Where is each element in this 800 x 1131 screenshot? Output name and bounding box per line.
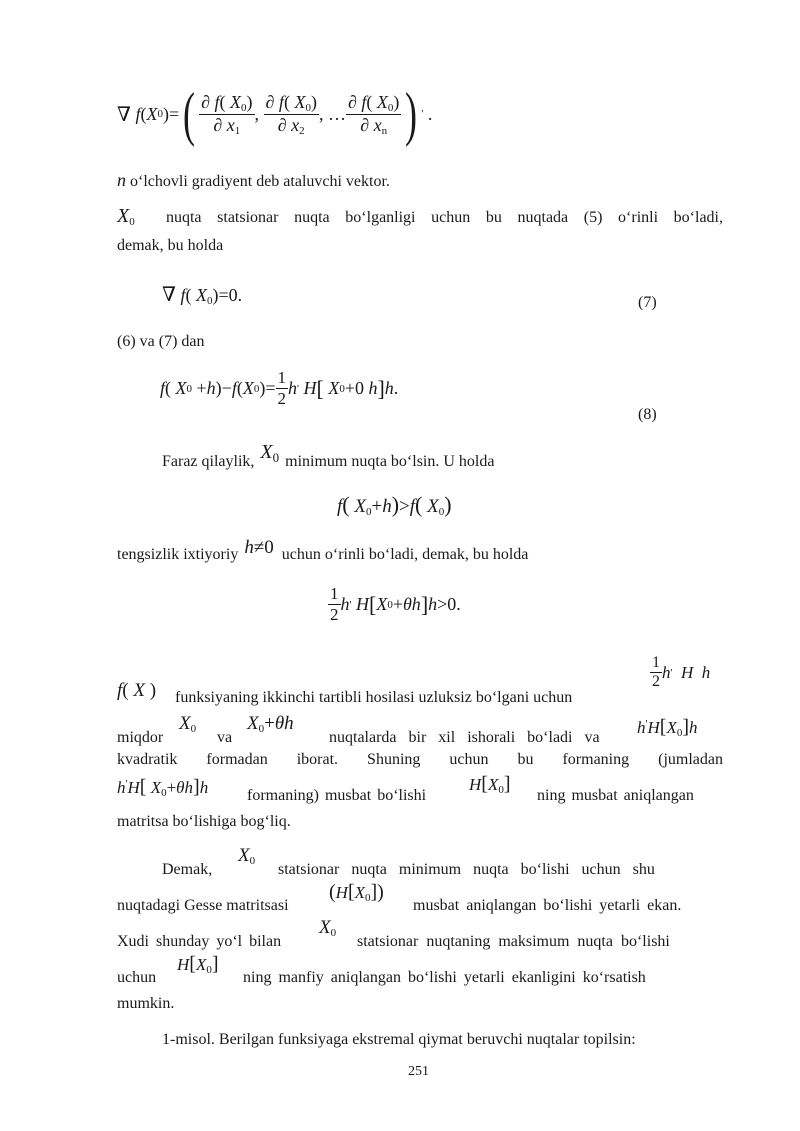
n-symbol: n [117,170,126,190]
faraz-text-b: minimum nuqta bo‘lsin. U holda [285,453,495,470]
inequality-f: f( $X_0+h)>f$( $X_0$) [337,492,452,518]
tengsizlik-text-a: tengsizlik ixtiyoriy [117,546,239,563]
equation-7: ∇ f( $X_0)=0$. [162,284,243,307]
p4-gesse: nuqtadagi Gesse matritsasi [117,897,289,914]
p4-line1: Demak, $X_0$ statsionar nuqta minimum nuqta bo‘lishi uchun shu [162,845,655,878]
p3-line3: kvadratik formadan iborat. Shuning uchun bu formaning (jumladan [117,751,723,768]
quadratic-inequality: $\frac{1}{2}$ h ' H [ X 0 + θh ] h >0. [330,584,461,624]
p4-statsionar: statsionar nuqta minimum nuqta bo‘lishi uchun shu [278,861,655,878]
p4-maksimum: statsionar nuqtaning maksimum nuqta bo‘lishi [357,933,670,950]
paragraph-stationary: $X_0$ nuqta statsionar nuqta bo‘lganligi uchun bu nuqtada (5) o‘rinli bo‘ladi, demak, bu holda [117,205,724,254]
p3-line1: funksiyaning ikkinchi tartibli hosilasi uzluksiz bo‘lgani uchun [175,689,573,706]
tengsizlik-text-b: uchun o‘rinli bo‘ladi, demak, bu holda [281,546,529,563]
p3-miqdor: miqdor [117,729,164,746]
page-number: 251 [408,1064,429,1079]
p4-line5: mumkin. [117,995,175,1012]
p4-xudi: Xudi shunday yo‘l bilan [117,933,282,950]
p4-line4: uchun $H[X_0]$ ning manfiy aniqlangan bo‘lishi yetarli ekanligini ko‘rsatish [117,953,646,986]
p3-ning-musbat: ning musbat aniqlangan [537,787,694,804]
gradient-formula: ∇ f ( X 0 )= ( $\frac{\partial f( X_0)}{\partial x_1}$ , $\frac{\partial f( X_0)}{\partial x_2}$ , … $\frac{\partial f( X_0)}{\partial x_n}$ ) ' . [117,81,433,147]
paragraph-stationary-line2: demak, bu holda [117,237,224,254]
p3-line5: matritsa bo‘lishiga bog‘liq. [117,813,291,830]
p3-formaning: formaning) musbat bo‘lishi [247,787,427,804]
tengsizlik-line: tengsizlik ixtiyoriy h≠0 uchun o‘rinli bo‘ladi, demak, bu holda [117,537,529,563]
faraz-line: Faraz qilaylik, X 0 minimum nuqta bo‘lsin. U holda [162,441,495,470]
p4-demak: Demak, [162,861,213,878]
half-h-H-h: $\frac{1}{2}$ h ' H h [652,654,711,690]
paragraph-stationary-line1: nuqta statsionar nuqta bo‘lganligi uchun bu nuqtada (5) o‘rinli bo‘ladi, [165,209,724,226]
equation-8: f ( X 0 + h )− f ( X 0 )= $\frac{1}{2}$ h ' H [ X 0 +0 h ] h . [160,368,399,408]
equation-8-number: (8) [638,406,657,423]
p3-line2: miqdor $X_0$ va $X_0+\theta h$ nuqtalarda bir xil ishorali bo‘ladi va $h'H[X_0]h$ [117,713,698,746]
faraz-text-a: Faraz qilaylik, [162,453,255,470]
equation-7-number: (7) [638,294,657,311]
p3-va: va [217,729,233,746]
gradient-definition-line [117,170,390,192]
p4-uchun: uchun [117,969,157,986]
p4-manfiy: ning manfiy aniqlangan bo‘lishi yetarli ekanligini ko‘rsatish [243,969,646,986]
p3-nuqtalarda: nuqtalarda bir xil ishorali bo‘ladi va [329,729,600,746]
fX-symbol: f( X ) [117,680,157,701]
example-1-heading: 1-misol. Berilgan funksiyaga ekstremal qiymat beruvchi nuqtalar topilsin: [162,1031,636,1048]
from-6-7-text: (6) va (7) dan [117,333,205,350]
gradient-definition-text: o‘lchovli gradiyent deb ataluvchi vektor. [130,173,390,190]
p4-line2: nuqtadagi Gesse matritsasi $(H[X_0])$ musbat aniqlangan bo‘lishi yetarli ekan. [117,881,682,914]
p4-musbat: musbat aniqlangan bo‘lishi yetarli ekan. [413,897,682,914]
p4-line3: Xudi shunday yo‘l bilan $X_0$ statsionar nuqtaning maksimum nuqta bo‘lishi [117,917,670,950]
p3-line4: h'H[ $X_0+\theta h]h$ formaning) musbat bo‘lishi $H[X_0]$ ning musbat aniqlangan [117,773,694,804]
